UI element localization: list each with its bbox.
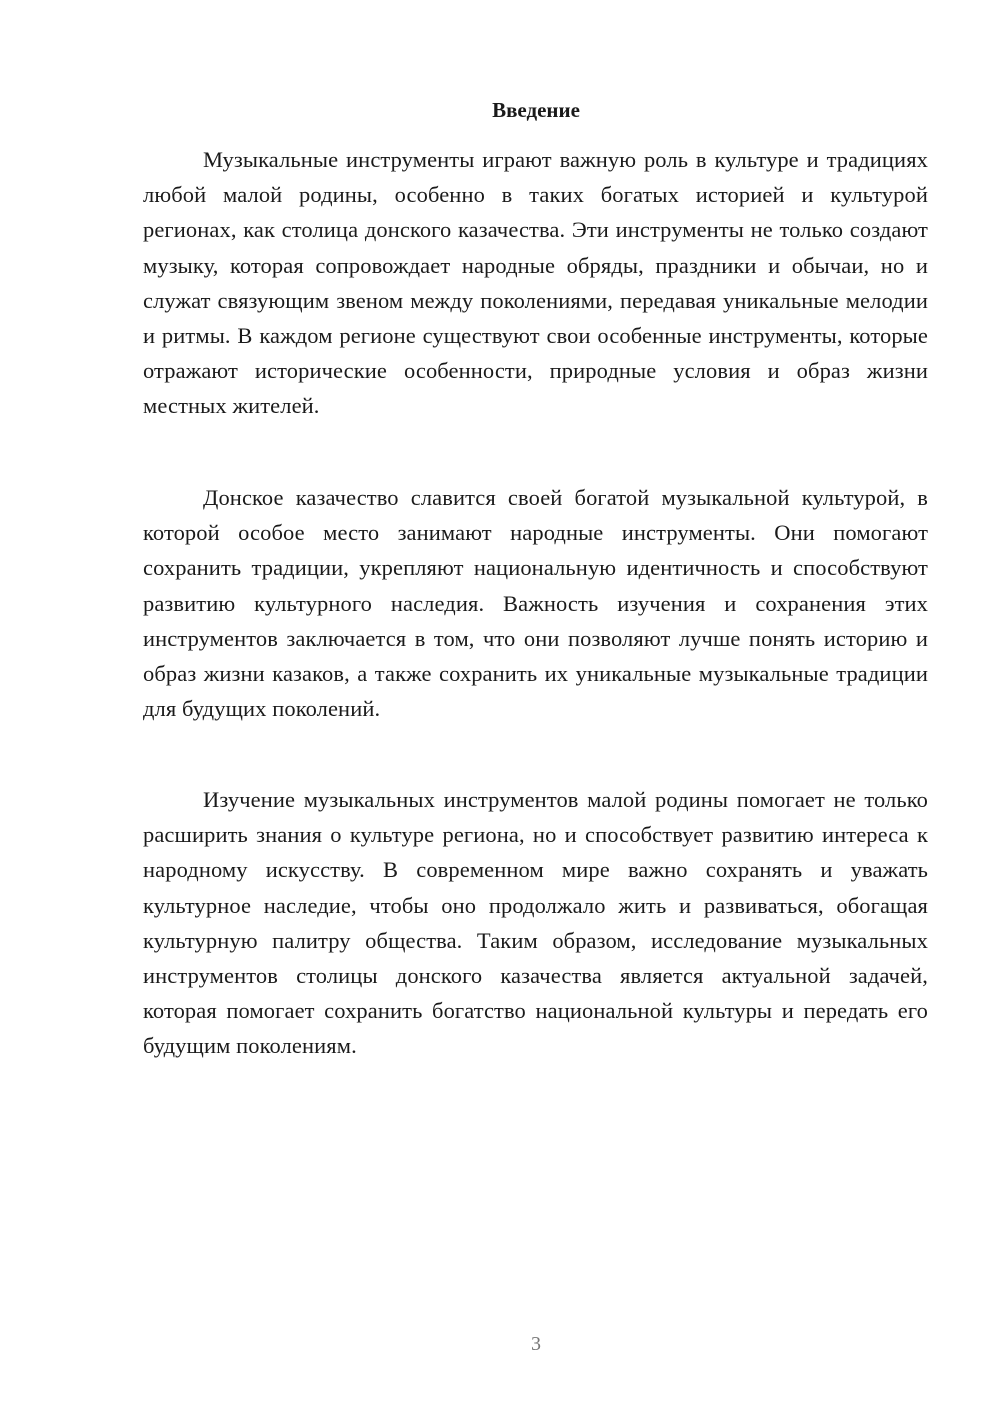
section-title: Введение [492, 98, 580, 122]
page-number: 3 [531, 1333, 541, 1355]
paragraph-2: Донское казачество славится своей богатой музыкальной культурой, в которой особое место занимают народные инструменты. Они помогают сохранить традиции, укрепляют национальную идентичность и способствуют развитию культурного наследия. Важность изучения и сохранения этих инструментов заключается в том, что они позволяют лучше понять историю и образ жизни казаков, а также сохранить их уникальные музыкальные традиции для будущих поколений. [143, 485, 928, 722]
paragraph-1: Музыкальные инструменты играют важную роль в культуре и традициях любой малой родины, особенно в таких богатых историей и культурой регионах, как столица донского казачества. Эти инструменты не только создают музыку, которая сопровождает народные обряды, праздники и обычаи, но и служат связующим звеном между поколениями, передавая уникальные мелодии и ритмы. В каждом регионе существуют свои особенные инструменты, которые отражают исторические особенности, природные условия и образ жизни местных жителей. [143, 147, 928, 419]
paragraph-3: Изучение музыкальных инструментов малой родины помогает не только расширить знания о культуре региона, но и способствует развитию интереса к народному искусству. В современном мире важно сохранять и уважать культурное наследие, чтобы оно продолжало жить и развиваться, обогащая культурную палитру общества. Таким образом, исследование музыкальных инструментов столицы донского казачества является актуальной задачей, которая помогает сохранить богатство национальной культуры и передать его будущим поколениям. [143, 787, 928, 1059]
